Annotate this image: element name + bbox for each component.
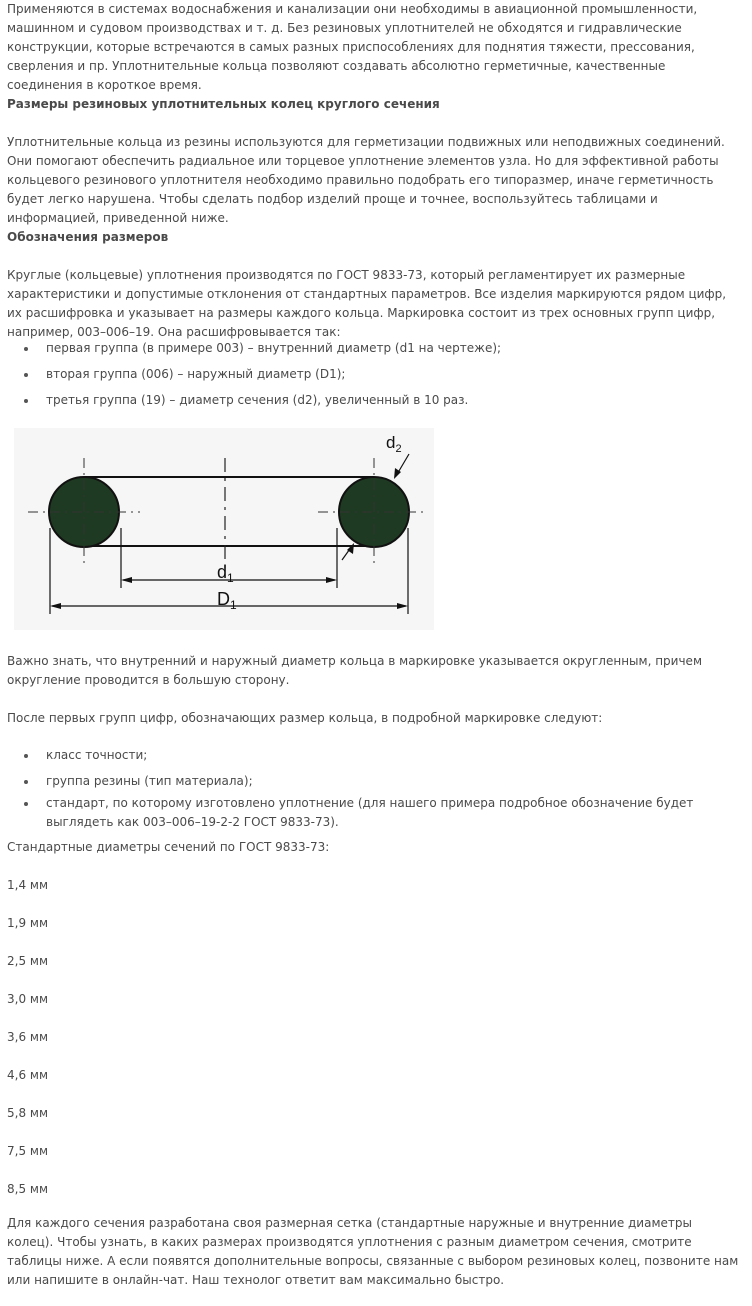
sizes-paragraph: Уплотнительные кольца из резины используются для герметизации подвижных или неподвижных соединений. Они помогают обеспечить радиальное или торцевое уплотнение элементов узла. Но для эффективной работы кольцевого резинового уплотнителя необходимо правильно подобрать его типоразмер, иначе герметичность будет легко нарушена. Чтобы сделать подбор изделий проще и точнее, воспользуйтесь таблицами и информацией, приведенной ниже. xyxy=(7,135,725,225)
section-heading-sizes: Размеры резиновых уплотнительных колец круглого сечения xyxy=(7,97,440,111)
intro-paragraph: Применяются в системах водоснабжения и канализации они необходимы в авиационной промышленности, машинном и судовом производствах и т. д. Без резиновых уплотнителей не обходятся и гидравлические конструкции, которые встречаются в самых разных приспособлениях для поднятия тяжести, прессования, сверления и пр. Уплотнительные кольца позволяют создавать абсолютно герметичные, качественные соединения в короткое время. xyxy=(7,2,698,92)
d2-label: $d_2$ xyxy=(386,433,402,455)
standard-diameters-heading: Стандартные диаметры сечений по ГОСТ 9833-73: xyxy=(7,840,330,854)
diameter-value: 7,5 мм xyxy=(7,1144,49,1158)
list-item: группа резины (тип материала); xyxy=(7,772,732,791)
diameter-value: 5,8 мм xyxy=(7,1106,49,1120)
diameter-value: 8,5 мм xyxy=(7,1182,49,1196)
outro-paragraph: Для каждого сечения разработана своя размерная сетка (стандартные наружные и внутренние диаметры колец). Чтобы узнать, в каких размерах производятся уплотнения с разным диаметром сечения, смотрите таблицы ниже. А если появятся дополнительные вопросы, связанные с выбором резиновых колец, позвоните нам или напишите в онлайн-чат. Наш технолог ответит вам максимально быстро. xyxy=(7,1216,739,1287)
list-item: класс точности; xyxy=(7,746,732,765)
list-item: третья группа (19) – диаметр сечения (d2), увеличенный в 10 раз. xyxy=(7,391,732,410)
section-heading-designations: Обозначения размеров xyxy=(7,230,169,244)
diameter-value: 2,5 мм xyxy=(7,954,49,968)
rounding-note: Важно знать, что внутренний и наружный диаметр кольца в маркировке указывается округленным, причем округление проводится в большую сторону. xyxy=(7,654,702,687)
diameter-value: 3,0 мм xyxy=(7,992,49,1006)
diameter-value: 1,9 мм xyxy=(7,916,49,930)
o-ring-drawing xyxy=(14,428,434,630)
marking-details-list xyxy=(7,746,732,832)
D1-label: $D_1$ xyxy=(217,589,237,612)
marking-groups-list xyxy=(7,339,732,410)
diameter-value: 1,4 мм xyxy=(7,878,49,892)
list-item: стандарт, по которому изготовлено уплотнение (для нашего примера подробное обозначение будет выглядеть как 003–006–19-2-2 ГОСТ 9833-73). xyxy=(7,794,732,832)
diameter-value: 4,6 мм xyxy=(7,1068,49,1082)
marking-details-intro: После первых групп цифр, обозначающих размер кольца, в подробной маркировке следуют: xyxy=(7,711,603,725)
list-item: первая группа (в примере 003) – внутренний диаметр (d1 на чертеже); xyxy=(7,339,732,358)
diameter-value: 3,6 мм xyxy=(7,1030,49,1044)
designations-paragraph: Круглые (кольцевые) уплотнения производятся по ГОСТ 9833-73, который регламентирует их размерные характеристики и допустимые отклонения от стандартных параметров. Все изделия маркируются рядом цифр, их расшифровка и указывает на размеры каждого кольца. Маркировка состоит из трех основных групп цифр, например, 003–006–19. Она расшифровывается так: xyxy=(7,268,727,339)
o-ring-diagram xyxy=(14,428,434,630)
list-item: вторая группа (006) – наружный диаметр (D1); xyxy=(7,365,732,384)
d1-label: $d_1$ xyxy=(217,562,234,585)
